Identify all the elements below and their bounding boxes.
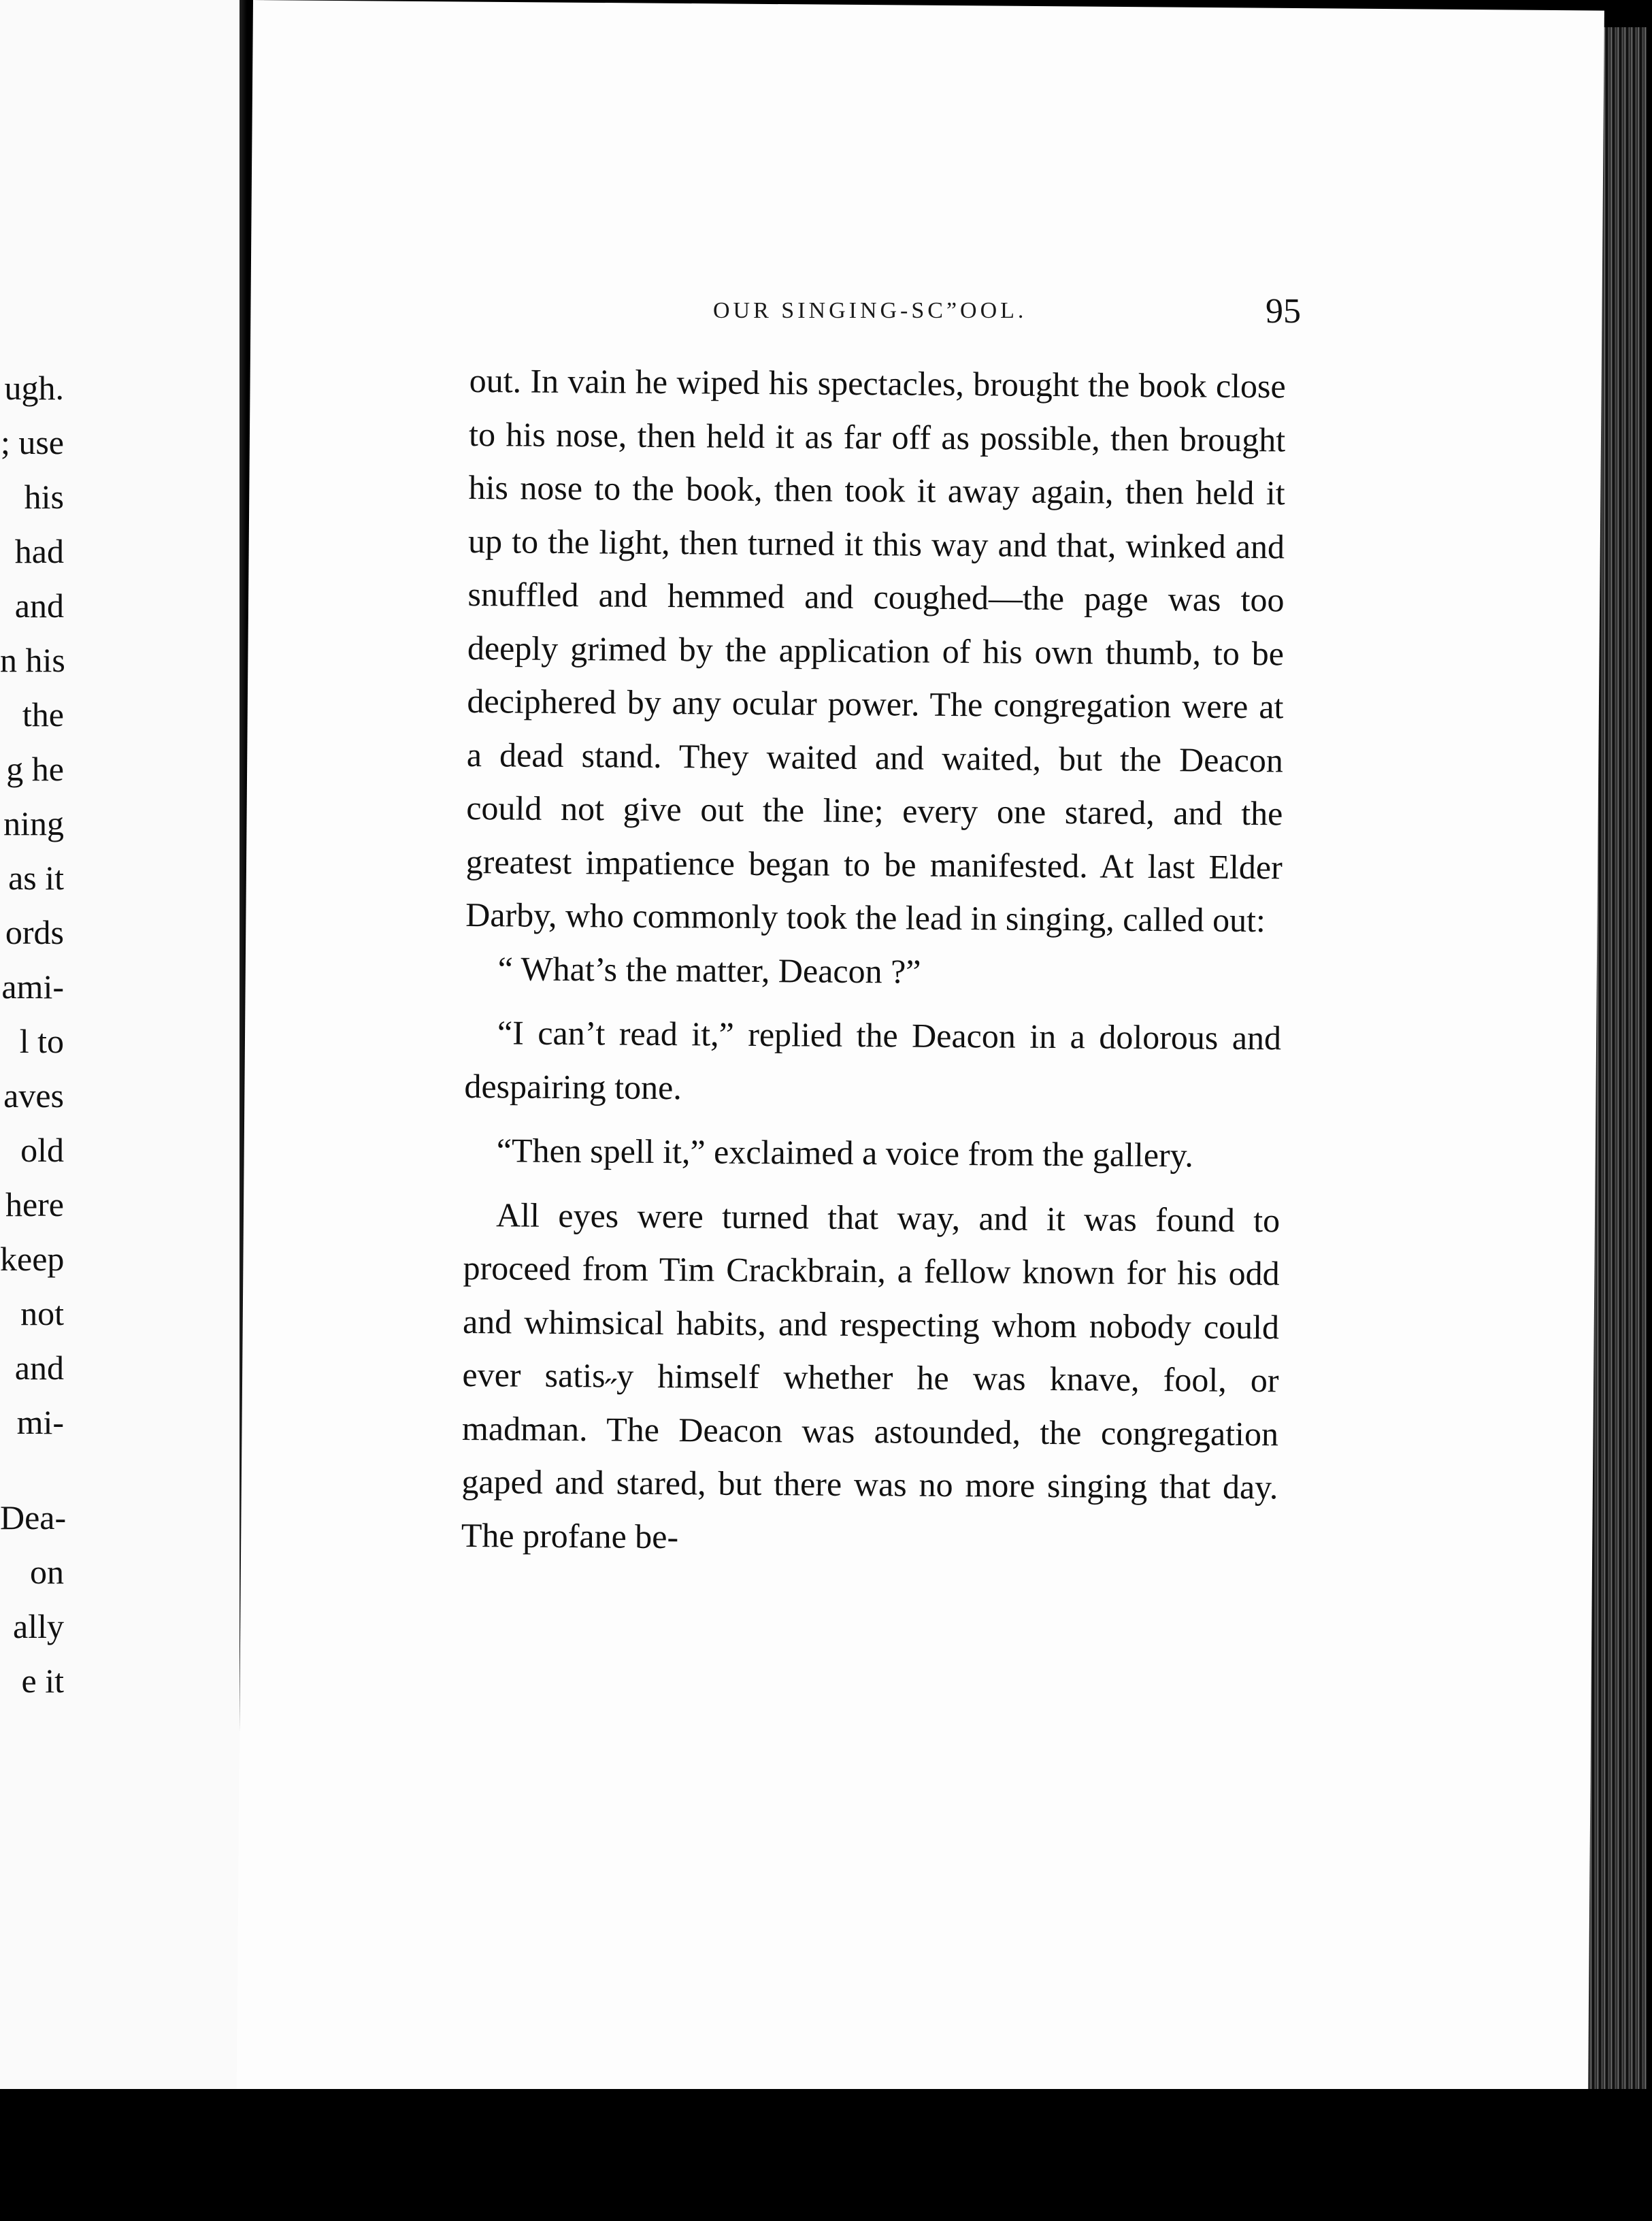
left-fragment: ami- — [1, 968, 64, 1006]
left-fragment: not — [20, 1294, 64, 1332]
scan-border — [0, 2089, 1652, 2221]
paragraph: out. In vain he wiped his spectacles, brought the book close to his nose, then held it as far off as possible, then brought his nose to the book, then took it away again, then held it up to the light, then turned it this way and that, winked and snuffled and hemmed and coughed—the page was too deeply grimed by the application of his own thumb, to be deciphered by any ocular power. The congregation were at a dead stand. They waited and waited, but the Deacon could not give out the line; every one stared, and the greatest impatience began to be manifested. At last Elder Darby, who commonly took the lead in singing, called out: — [465, 361, 1286, 940]
left-fragment: his — [24, 478, 64, 516]
left-fragment: old — [20, 1131, 64, 1169]
left-fragment: as it — [8, 859, 64, 897]
left-fragment: and — [14, 587, 64, 625]
left-fragment: n his — [0, 641, 65, 679]
running-head-title: OUR SINGING-SC”OOL. — [713, 298, 1027, 323]
left-fragment: e it — [21, 1662, 64, 1700]
paragraph: “Then spell it,” exclaimed a voice from the gallery. — [496, 1131, 1194, 1174]
left-fragment: ; use — [0, 423, 64, 461]
left-fragment: g he — [6, 750, 64, 788]
left-fragment: here — [5, 1185, 64, 1223]
left-fragment: the — [22, 695, 64, 734]
left-fragment: Dea- — [0, 1498, 67, 1536]
page-number: 95 — [1266, 292, 1301, 331]
left-fragment: had — [14, 532, 64, 570]
paragraph: “ What’s the matter, Deacon ?” — [497, 949, 921, 991]
left-fragment: ally — [13, 1607, 64, 1645]
left-page-text-fragments — [0, 361, 239, 1708]
left-fragment: on — [30, 1553, 64, 1591]
left-fragment: keep — [0, 1240, 65, 1278]
left-fragment: ugh. — [4, 369, 64, 407]
left-fragment: l to — [19, 1022, 64, 1060]
left-page — [0, 0, 239, 2096]
running-head — [455, 291, 1301, 339]
left-fragment: aves — [3, 1076, 64, 1115]
left-fragment: ning — [3, 804, 64, 842]
left-fragment: mi- — [16, 1403, 64, 1441]
left-fragment: and — [14, 1349, 64, 1387]
left-fragment: ords — [5, 913, 64, 951]
body-text — [461, 354, 1286, 1567]
paragraph: “I can’t read it,” replied the Deacon in a dolorous and despairing tone. — [464, 1013, 1282, 1106]
paragraph: All eyes were turned that way, and it was found to proceed from Tim Crackbrain, a fellow known for his odd and whimsical habits, and respecting whom nobody could ever satis˶y himself whether he was knave, fool, or madman. The Deacon was astounded, the congregation gaped and stared, but there was no more singing that day. The profane be- — [461, 1195, 1281, 1556]
